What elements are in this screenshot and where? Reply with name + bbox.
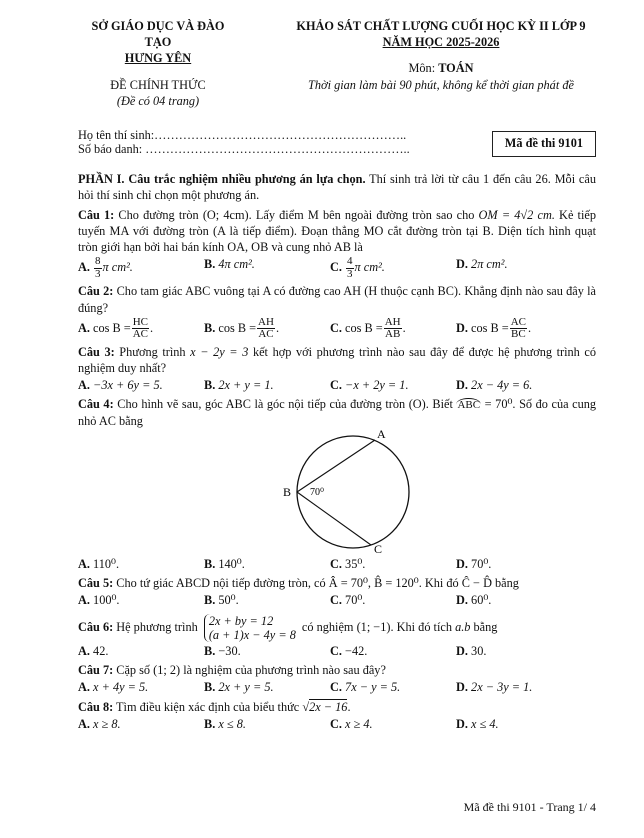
option-value: −3x + 6y = 5. bbox=[93, 378, 163, 393]
option-key: D. bbox=[456, 378, 468, 393]
q3-text: Phương trình bbox=[114, 344, 191, 359]
option-key: C. bbox=[330, 378, 342, 393]
option-value: 2x − 3y = 1. bbox=[471, 680, 533, 695]
candidate-block bbox=[78, 129, 596, 163]
q8-option-a[interactable] bbox=[78, 716, 204, 732]
fraction bbox=[510, 317, 527, 341]
q5-options bbox=[78, 592, 596, 608]
official-label: ĐỀ CHÍNH THỨC bbox=[110, 77, 206, 92]
option-prefix: cos B = bbox=[218, 320, 257, 335]
angle-label: 70⁰ bbox=[310, 486, 325, 498]
q5-text2: Khi đó bbox=[421, 576, 462, 591]
sqrt-sign: √ bbox=[302, 699, 310, 714]
option-key: C. bbox=[330, 320, 342, 335]
header-right bbox=[286, 18, 596, 109]
q6-text4: bằng bbox=[470, 619, 498, 634]
option-key: C. bbox=[330, 593, 342, 608]
q3-math: x − 2y = 3 bbox=[190, 344, 249, 359]
equation-1: 2x + by = 12 bbox=[208, 613, 274, 628]
option-value: −42. bbox=[345, 643, 368, 658]
q6-option-d[interactable] bbox=[456, 643, 582, 659]
option-key: A. bbox=[78, 260, 90, 275]
q3-option-a[interactable] bbox=[78, 377, 204, 393]
option-prefix: cos B = bbox=[93, 320, 131, 335]
q7-option-d[interactable] bbox=[456, 679, 582, 695]
option-key: C. bbox=[330, 260, 342, 275]
numerator: 4 bbox=[347, 255, 353, 268]
question-8 bbox=[78, 699, 596, 715]
q4-option-b[interactable] bbox=[204, 556, 330, 572]
q8-options bbox=[78, 716, 596, 732]
option-key: B. bbox=[204, 556, 216, 571]
q7-text2: là nghiệm của phương trình nào sau đây? bbox=[180, 663, 386, 678]
q8-option-d[interactable] bbox=[456, 716, 582, 732]
q6-label: Câu 6: bbox=[78, 619, 114, 634]
question-6 bbox=[78, 614, 596, 642]
q7-option-c[interactable] bbox=[330, 679, 456, 695]
q4-text2: . Số đo của cung nhỏ AC bằng bbox=[78, 397, 597, 428]
option-value: 4π cm². bbox=[218, 257, 255, 272]
q3-label: Câu 3: bbox=[78, 344, 115, 359]
q2-text: Cho tam giác ABC vuông tại A có đường cao AH (H thuộc cạnh BC). Khẳng định nào sau đây là đúng? bbox=[78, 284, 596, 315]
q2-label: Câu 2: bbox=[78, 284, 114, 299]
q2-option-b[interactable]: B. cos B = $\frac{AH}{AC}$ . bbox=[204, 315, 280, 341]
equation-2: (a + 1)x − 4y = 8 bbox=[208, 627, 296, 642]
option-value: 2x − 4y = 6. bbox=[471, 378, 533, 393]
q4-option-a[interactable] bbox=[78, 556, 204, 572]
q5-text3: bằng bbox=[491, 576, 519, 591]
q2-option-a[interactable]: A. cos B = $\frac{HC}{AC}$ . bbox=[78, 315, 154, 341]
option-key: D. bbox=[456, 320, 468, 335]
school-year: NĂM HỌC 2025-2026 bbox=[382, 35, 500, 50]
q8-option-b[interactable] bbox=[204, 716, 330, 732]
fraction bbox=[132, 317, 149, 341]
fraction bbox=[384, 317, 402, 341]
q1-text: Cho đường tròn (O; 4cm). Lấy điểm M bên ngoài đường tròn sao cho bbox=[114, 207, 479, 222]
numerator: 8 bbox=[95, 255, 101, 268]
q8-text2: . bbox=[347, 699, 351, 714]
chord-ba bbox=[297, 440, 375, 492]
option-prefix: cos B = bbox=[345, 320, 383, 335]
option-key: B. bbox=[204, 320, 216, 335]
part1-heading bbox=[78, 171, 596, 203]
option-key: C. bbox=[330, 680, 342, 695]
part1-title: PHẦN I. Câu trắc nghiệm nhiều phương án lựa chọn. bbox=[78, 172, 366, 187]
option-key: C. bbox=[330, 556, 342, 571]
question-2 bbox=[78, 283, 596, 315]
option-value: x + 4y = 5. bbox=[93, 680, 149, 695]
option-value: 70⁰. bbox=[471, 556, 492, 571]
q6-option-b[interactable] bbox=[204, 643, 330, 659]
option-value: x ≥ 4. bbox=[345, 716, 373, 731]
q6-text: Hệ phương trình bbox=[113, 619, 201, 634]
option-value: π cm². bbox=[102, 260, 133, 275]
label-c: C bbox=[374, 541, 383, 555]
option-key: A. bbox=[78, 643, 90, 658]
q1-text2: Kẻ tiếp tuyến MA với đường tròn (A là tiếp điểm). Đoạn thẳng MO cắt đường tròn tại B. Diện tích hình quạt tròn giới hạn bởi hai bán kính OA, OB và cung nhỏ AB là bbox=[78, 207, 596, 254]
denominator: AB bbox=[385, 328, 401, 341]
q5-option-b[interactable] bbox=[204, 592, 330, 608]
option-key: A. bbox=[78, 378, 90, 393]
q7-pair: (1; 2) bbox=[153, 663, 181, 678]
option-value: x ≤ 8. bbox=[218, 716, 246, 731]
part1-desc: Thí sinh trả lời từ câu 1 đến câu 26. Mỗi câu hỏi thí sinh chỉ chọn một phương án. bbox=[78, 172, 596, 203]
q1-option-b[interactable] bbox=[204, 256, 330, 280]
fraction bbox=[94, 256, 102, 280]
q1-math: OM = 4√2 cm. bbox=[478, 207, 555, 222]
question-1 bbox=[78, 207, 596, 256]
option-key: B. bbox=[204, 643, 216, 658]
equation-system bbox=[204, 614, 296, 642]
candidate-name-field: Họ tên thí sinh:…………………………………………………….. bbox=[78, 128, 407, 143]
option-key: B. bbox=[204, 378, 216, 393]
q3-option-c[interactable] bbox=[330, 377, 456, 393]
option-value: x ≥ 8. bbox=[93, 716, 121, 731]
question-4 bbox=[78, 396, 596, 428]
denominator: BC bbox=[511, 328, 526, 341]
option-value: 2π cm². bbox=[471, 257, 508, 272]
q2-option-d[interactable]: D. cos B = $\frac{AC}{BC}$ . bbox=[456, 315, 532, 341]
q3-option-d[interactable] bbox=[456, 377, 582, 393]
option-key: A. bbox=[78, 716, 90, 731]
option-key: C. bbox=[330, 643, 342, 658]
option-key: C. bbox=[330, 716, 342, 731]
fraction bbox=[257, 317, 275, 341]
q8-option-c[interactable] bbox=[330, 716, 456, 732]
q6-text3: . Khi đó tích bbox=[390, 619, 456, 634]
q8-radicand: 2x − 16 bbox=[309, 699, 348, 714]
q8-text: Tìm điều kiện xác định của biểu thức bbox=[113, 699, 303, 714]
subject: TOÁN bbox=[438, 61, 474, 76]
denominator: 3 bbox=[347, 267, 353, 280]
label-a: A bbox=[377, 428, 386, 441]
option-value: 42. bbox=[93, 643, 109, 658]
arc-abc: ABC bbox=[457, 399, 481, 412]
q5-text: Cho tứ giác ABCD nội tiếp đường tròn, có bbox=[113, 576, 329, 591]
q7-options bbox=[78, 679, 596, 695]
option-key: B. bbox=[204, 593, 216, 608]
option-value: 2x + y = 1. bbox=[218, 378, 274, 393]
numerator: AH bbox=[384, 315, 401, 328]
q4-option-d[interactable] bbox=[456, 556, 582, 572]
q3-option-b[interactable] bbox=[204, 377, 330, 393]
option-value: x ≤ 4. bbox=[471, 716, 499, 731]
q4-figure bbox=[78, 429, 596, 555]
q8-label: Câu 8: bbox=[78, 699, 114, 714]
q3-text2: kết hợp với phương trình nào sau đây để được hệ phương trình có nghiệm duy nhất? bbox=[78, 344, 597, 376]
q6-text2: có nghiệm bbox=[298, 619, 357, 634]
header-left bbox=[78, 18, 238, 109]
option-value: 60⁰. bbox=[471, 593, 492, 608]
q6-option-a[interactable] bbox=[78, 643, 204, 659]
q1-label: Câu 1: bbox=[78, 207, 115, 222]
option-key: D. bbox=[456, 556, 468, 571]
q7-option-b[interactable] bbox=[204, 679, 330, 695]
label-b: B bbox=[283, 484, 292, 499]
q2-options bbox=[78, 317, 596, 341]
question-5 bbox=[78, 575, 596, 591]
question-7 bbox=[78, 662, 596, 678]
candidate-id-field: Số báo danh: ……………………………………………………….. bbox=[78, 141, 410, 156]
q2-option-c[interactable]: C. cos B = $\frac{AH}{AB}$ . bbox=[330, 315, 406, 341]
exam-title: KHẢO SÁT CHẤT LƯỢNG CUỐI HỌC KỲ II LỚP 9 bbox=[296, 19, 586, 33]
q5-option-a[interactable] bbox=[78, 592, 204, 608]
province: HƯNG YÊN bbox=[124, 51, 192, 66]
numerator: AH bbox=[258, 315, 274, 328]
numerator: HC bbox=[132, 315, 149, 328]
option-value: 35⁰. bbox=[345, 556, 366, 571]
option-key: A. bbox=[78, 320, 90, 335]
fraction bbox=[346, 256, 354, 280]
q1-option-a[interactable] bbox=[78, 256, 204, 280]
q4-math: = 70⁰ bbox=[481, 397, 513, 412]
option-key: B. bbox=[204, 680, 216, 695]
subject-line bbox=[286, 60, 596, 76]
header bbox=[78, 18, 596, 109]
subject-label: Môn: bbox=[408, 61, 439, 76]
option-value: 70⁰. bbox=[345, 593, 366, 608]
q5-math2: Ĉ − D̂ bbox=[461, 576, 492, 591]
option-key: B. bbox=[204, 257, 216, 272]
denominator: 3 bbox=[95, 267, 101, 280]
option-key: A. bbox=[78, 593, 90, 608]
q7-text: Cặp số bbox=[113, 663, 154, 678]
q6-solution: (1; −1) bbox=[356, 619, 391, 634]
option-key: A. bbox=[78, 556, 90, 571]
pages-note: (Đề có 04 trang) bbox=[116, 93, 200, 108]
q4-options bbox=[78, 556, 596, 572]
denominator: AC bbox=[258, 328, 274, 341]
option-key: B. bbox=[204, 716, 216, 731]
option-key: D. bbox=[456, 716, 468, 731]
q1-option-d[interactable] bbox=[456, 256, 582, 280]
q7-label: Câu 7: bbox=[78, 663, 114, 678]
q4-label: Câu 4: bbox=[78, 397, 114, 412]
option-value: 7x − y = 5. bbox=[345, 680, 401, 695]
chord-bc bbox=[297, 492, 371, 545]
q4-text: Cho hình vẽ sau, góc ABC là góc nội tiếp của đường tròn (O). Biết bbox=[113, 397, 457, 412]
q4-option-c[interactable] bbox=[330, 556, 456, 572]
q5-label: Câu 5: bbox=[78, 576, 114, 591]
q6-product: a.b bbox=[455, 619, 471, 634]
denominator: AC bbox=[132, 328, 149, 341]
circle-diagram bbox=[78, 429, 596, 555]
dept: SỞ GIÁO DỤC VÀ ĐÀO TẠO bbox=[91, 19, 225, 50]
option-value: 100⁰. bbox=[93, 593, 120, 608]
option-key: A. bbox=[78, 680, 90, 695]
option-key: D. bbox=[456, 257, 468, 272]
q5-option-c[interactable] bbox=[330, 592, 456, 608]
option-value: 140⁰. bbox=[218, 556, 245, 571]
q1-options bbox=[78, 256, 596, 280]
option-value: 110⁰. bbox=[93, 556, 120, 571]
option-value: −30. bbox=[218, 643, 241, 658]
time-note: Thời gian làm bài 90 phút, không kể thời gian phát đề bbox=[308, 77, 574, 92]
option-value: 50⁰. bbox=[218, 593, 239, 608]
option-value: 2x + y = 5. bbox=[218, 680, 274, 695]
numerator: AC bbox=[510, 315, 527, 328]
q3-options bbox=[78, 377, 596, 393]
option-key: D. bbox=[456, 643, 468, 658]
q5-option-d[interactable] bbox=[456, 592, 582, 608]
q6-options bbox=[78, 643, 596, 659]
q7-option-a[interactable] bbox=[78, 679, 204, 695]
page-footer: Mã đề thi 9101 - Trang 1/ 4 bbox=[463, 800, 596, 815]
option-prefix: cos B = bbox=[471, 320, 509, 335]
q6-option-c[interactable] bbox=[330, 643, 456, 659]
option-value: π cm². bbox=[354, 260, 385, 275]
question-3 bbox=[78, 344, 596, 376]
option-key: D. bbox=[456, 593, 468, 608]
option-key: D. bbox=[456, 680, 468, 695]
option-value: −x + 2y = 1. bbox=[345, 378, 409, 393]
exam-code-box: Mã đề thi 9101 bbox=[492, 131, 596, 157]
q5-math: Â = 70⁰, B̂ = 120⁰. bbox=[328, 576, 422, 591]
option-value: 30. bbox=[471, 643, 487, 658]
q1-option-c[interactable] bbox=[330, 256, 456, 280]
